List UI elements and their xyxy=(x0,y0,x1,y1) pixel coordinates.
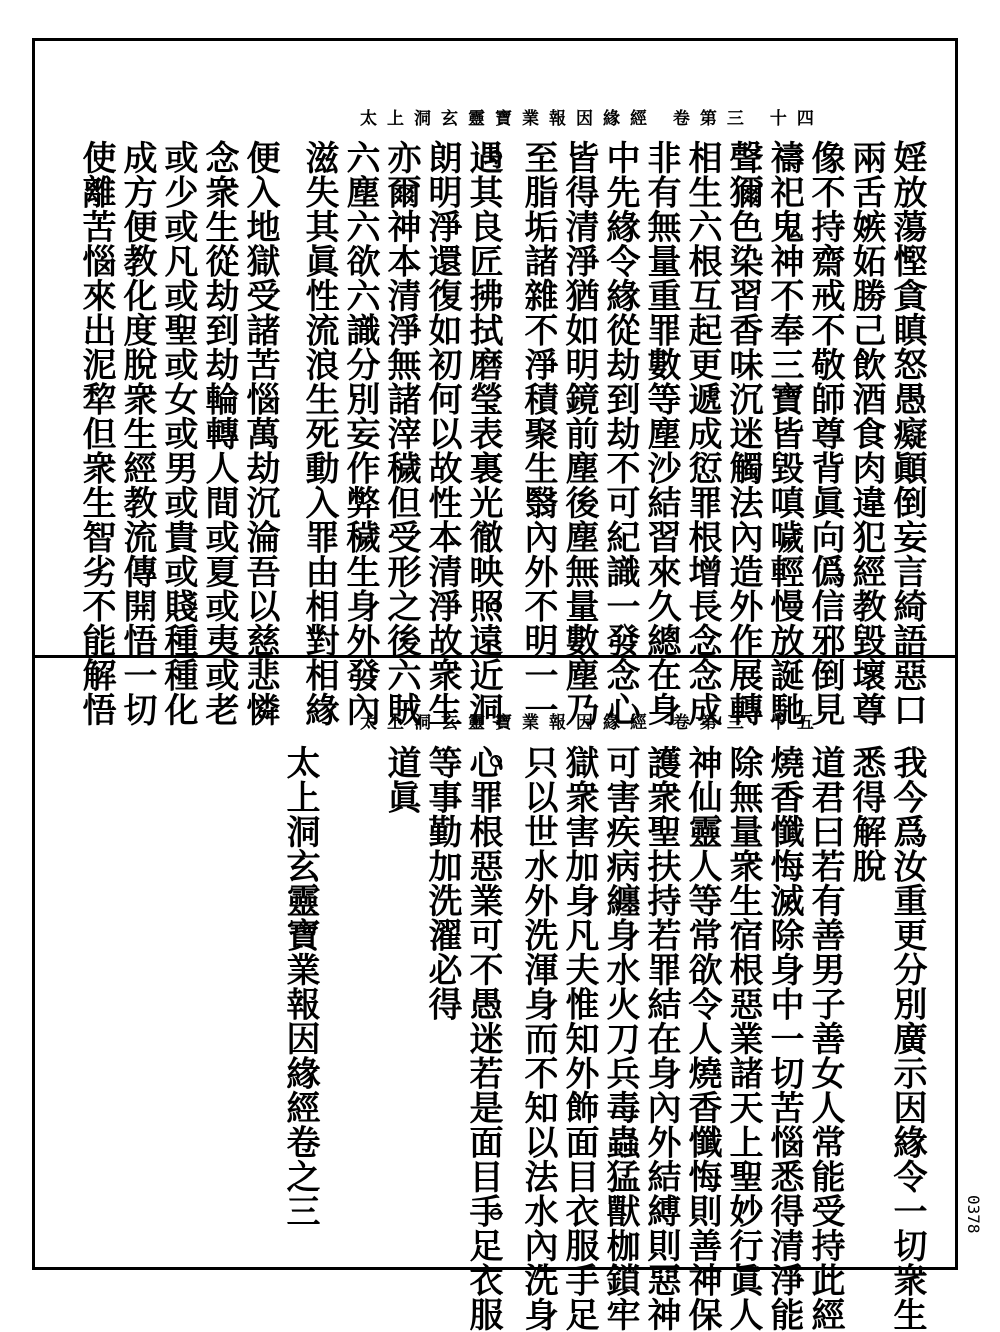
text-column: 獄衆害加身凡夫惟知外飾面目衣服手足 xyxy=(559,745,599,1332)
text-column: 朗明淨還復如初何以故性本清淨故衆生 xyxy=(422,140,462,727)
circle-marker-icon xyxy=(490,1208,502,1220)
text-column: 除無量衆生宿根惡業諸天上聖妙行眞人 xyxy=(723,745,763,1332)
text-column: 遇其良匠拂拭磨瑩表裏光徹映照遠近洞 xyxy=(463,140,503,727)
circle-marker-icon xyxy=(490,600,502,612)
text-column: 神仙靈人等常欲令人燒香懺悔則善神保 xyxy=(682,745,722,1332)
text-column: 我今爲汝重更分別廣示因緣令一切衆生 xyxy=(887,745,927,1332)
text-column: 或少或凡或聖或女或男或貴或賤種種化 xyxy=(158,140,198,727)
text-column: 只以世水外洗渾身而不知以法水內洗身 xyxy=(518,745,558,1332)
text-column: 兩舌嫉妬勝己飲酒食肉違犯經教毀壞尊 xyxy=(846,140,886,727)
text-column: 至脂垢諸雜不淨積聚生翳內外不明一一 xyxy=(518,140,558,727)
text-column: 燒香懺悔滅除身中一切苦惱悉得清淨能 xyxy=(764,745,804,1332)
text-column: 皆得清淨猶如明鏡前塵後塵無量數塵乃 xyxy=(559,140,599,727)
text-column: 道君曰若有善男子善女人常能受持此經 xyxy=(805,745,845,1332)
text-column: 念衆生從劫到劫輪轉人間或夏或夷或老 xyxy=(199,140,239,727)
text-column: 中先緣令緣從劫到劫不可紀識一發念心 xyxy=(600,140,640,727)
top-header: 太上洞玄靈寶業報因緣經 卷第三 十四 xyxy=(360,109,824,129)
text-column: 道眞 xyxy=(381,745,421,814)
text-column: 六塵六欲六識分別妄作弊穢生身外發內 xyxy=(340,140,380,727)
text-column: 婬放蕩慳貪瞋怒愚癡顚倒妄言綺語惡口 xyxy=(887,140,927,727)
page-number: 0378 xyxy=(964,1195,983,1234)
text-column: 便入地獄受諸苦惱萬劫沉淪吾以慈悲憐 xyxy=(240,140,280,727)
bottom-header: 太上洞玄靈寶業報因緣經 卷第三 十五 xyxy=(360,713,824,733)
text-column: 亦爾神本清淨無諸滓穢但受形之後六賊 xyxy=(381,140,421,727)
text-column: 成方便教化度脫衆生經教流傳開悟一切 xyxy=(117,140,157,727)
text-column: 非有無量重罪數等塵沙結習來久總在身 xyxy=(641,140,681,727)
text-column: 滋失其眞性流浪生死動入罪由相對相緣 xyxy=(299,140,339,727)
text-column: 禱祀鬼神不奉三寶皆毀嗔噦輕慢放誕馳 xyxy=(764,140,804,727)
text-column: 聲獮色染習香味沉迷觸法內造外作展轉 xyxy=(723,140,763,727)
text-column: 相生六根互起更遞成愆罪根增長念念成 xyxy=(682,140,722,727)
circle-marker-icon xyxy=(490,755,502,767)
text-column: 像不持齋戒不敬師尊背眞向僞信邪倒見 xyxy=(805,140,845,727)
volume-end-title: 太上洞玄靈寶業報因緣經卷之三 xyxy=(280,745,320,1228)
text-column: 護衆聖扶持若罪結在身內外結縛則惡神 xyxy=(641,745,681,1332)
text-column: 悉得解脫 xyxy=(846,745,886,883)
text-column: 等事勤加洗濯必得 xyxy=(422,745,462,1021)
circle-marker-icon xyxy=(490,150,502,162)
text-column: 心罪根惡業可不愚迷若是面目手足衣服 xyxy=(463,745,503,1332)
text-column: 使離苦惱來出泥犂但衆生智劣不能解悟 xyxy=(76,140,116,727)
text-column: 可害疾病纏身水火刀兵毒蟲猛獸枷鎖牢 xyxy=(600,745,640,1332)
